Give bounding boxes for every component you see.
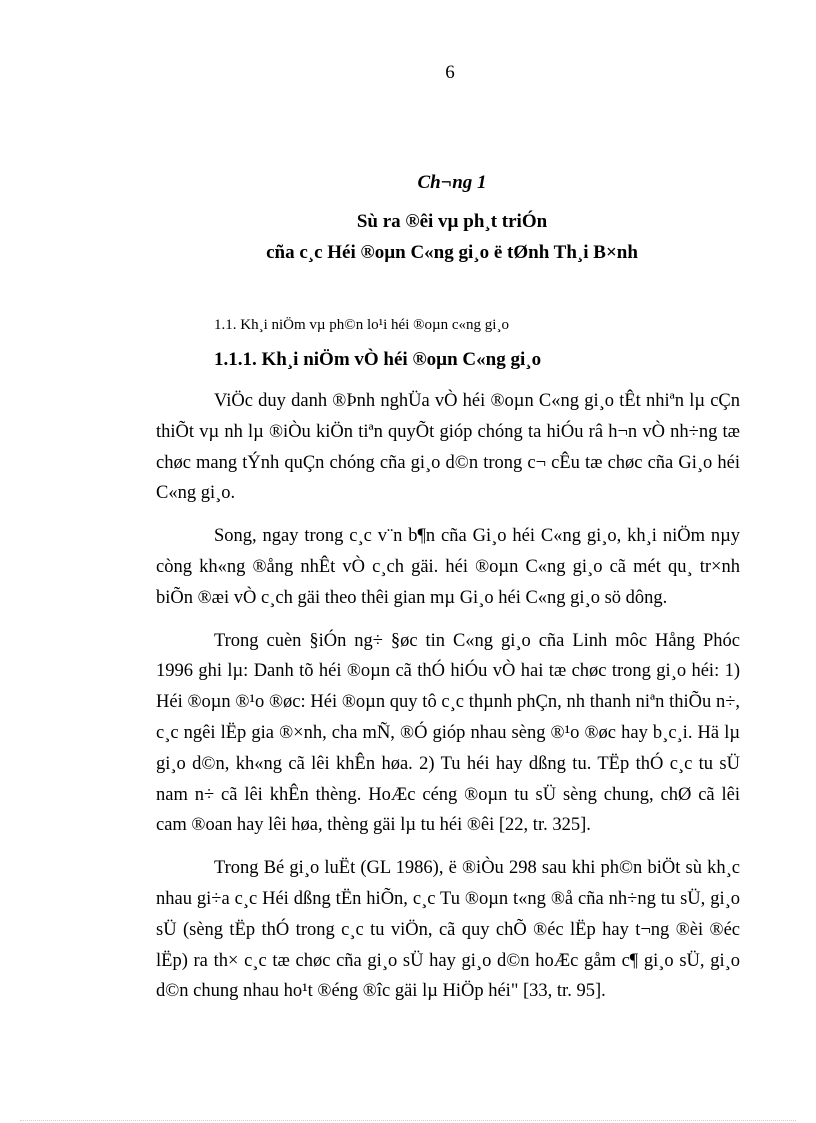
paragraph-1: ViÖc duy danh ®Þnh nghÜa vÒ héi ®oµn C«ng gi¸o tÊt nhiªn lµ cÇn thiÕt vµ nh lµ ®iÒu kiÖn tiªn quyÕt gióp chóng ta hiÓu râ h¬n vÒ nh÷ng tæ chøc mang tÝnh quÇn chóng cña gi¸o d©n trong c¬ cÊu tæ chøc cña Gi¸o héi C«ng gi¸o. bbox=[156, 391, 740, 504]
page-number: 6 bbox=[445, 62, 455, 83]
body-text bbox=[156, 386, 740, 1019]
paragraph-4: Trong Bé gi¸o luËt (GL 1986), ë ®iÒu 298 sau khi ph©n biÖt sù kh¸c nhau gi÷a c¸c Héi dßng tËn hiÕn, c¸c Tu ®oµn t«ng ®å cña nh÷ng tu sÜ, gi¸o sÜ (sèng tËp thÓ trong c¸c tu viÖn, cã quy chÕ ®éc lËp hay t¬ng ®èi ®éc lËp) ra th× c¸c tæ chøc cña gi¸o sÜ hay gi¸o d©n hoÆc gåm c¶ gi¸o sÜ, gi¸o d©n chung nhau ho¹t ®éng ®îc gäi lµ HiÖp héi" [33, tr. 95]. bbox=[156, 858, 740, 1002]
footer-divider bbox=[20, 1120, 796, 1121]
paragraph-3: Trong cuèn §iÓn ng÷ §øc tin C«ng gi¸o cña Linh môc Hång Phóc 1996 ghi lµ: Danh tõ héi ®oµn cã thÓ hiÓu vÒ hai tæ chøc trong gi¸o héi: 1) Héi ®oµn ®¹o ®øc: Héi ®oµn quy tô c¸c thµnh phÇn, nh thanh niªn thiÕu n÷, c¸c ngêi lËp gia ®×nh, cha mÑ, ®Ó gióp nhau sèng ®¹o ®øc hay b¸c¸i. Hä lµ gi¸o d©n, kh«ng cã lêi khÊn høa. 2) Tu héi hay dßng tu. TËp thÓ c¸c tu sÜ nam n÷ cã lêi khÊn thèng. HoÆc céng ®oµn tu sÜ sèng chung, chØ cã lêi cam ®oan hay lêi høa, thèng gäi lµ tu héi ®êi [22, tr. 325]. bbox=[156, 630, 740, 836]
section-heading: 1.1. Kh¸i niÖm vµ ph©n lo¹i héi ®oµn c«ng gi¸o bbox=[214, 317, 509, 333]
subsection-heading: 1.1.1. Kh¸i niÖm vÒ héi ®oµn C«ng gi¸o bbox=[214, 349, 542, 370]
chapter-title-line-2: cña c¸c Héi ®oµn C«ng gi¸o ë tØnh Th¸i B×nh bbox=[266, 242, 638, 263]
chapter-heading: Ch¬ng 1 bbox=[417, 172, 487, 193]
chapter-title-line-1: Sù ra ®êi vµ ph¸t triÓn bbox=[356, 211, 548, 232]
paragraph-2: Song, ngay trong c¸c v¨n b¶n cña Gi¸o héi C«ng gi¸o, kh¸i niÖm nµy còng kh«ng ®ång nhÊt vÒ c¸ch gäi. héi ®oµn C«ng gi¸o cã mét qu¸ tr×nh biÕn ®æi vÒ c¸ch gäi theo thêi gian mµ Gi¸o héi C«ng gi¸o sö dông. bbox=[156, 526, 740, 608]
